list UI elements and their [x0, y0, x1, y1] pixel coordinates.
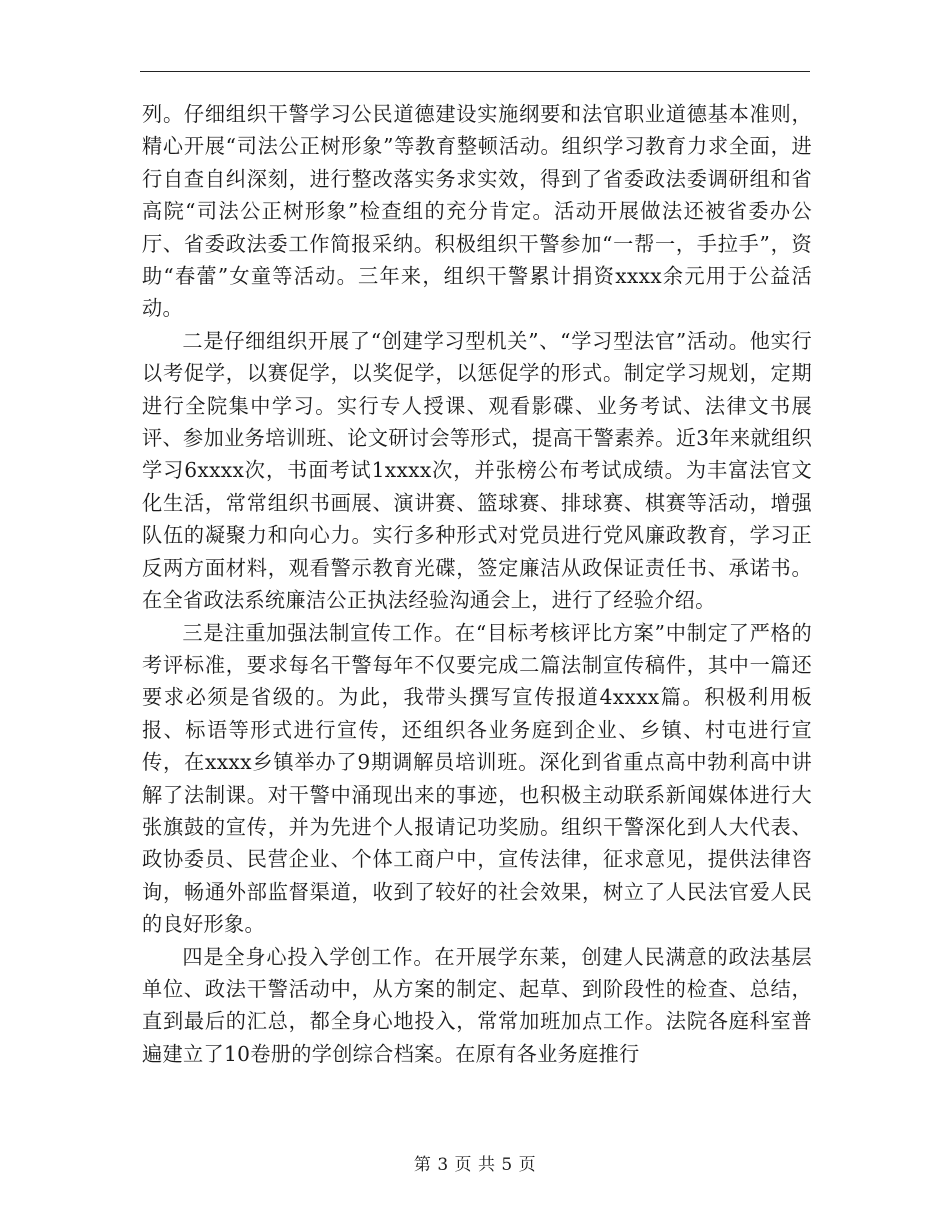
- page-number-footer: 第 3 页 共 5 页: [413, 1155, 537, 1175]
- paragraph-continuation: 列。仔细组织干警学习公民道德建设实施纲要和法官职业道德基本准则，精心开展“司法公正树形象”等教育整顿活动。组织学习教育力求全面，进行自查自纠深刻，进行整改落实务求实效，得到了省委政法委调研组和省高院“司法公正树形象”检查组的充分肯定。活动开展做法还被省委办公厅、省委政法委工作简报采纳。积极组织干警参加“一帮一，手拉手”，资助“春蕾”女童等活动。三年来，组织干警累计捐资xxxx余元用于公益活动。: [142, 102, 812, 321]
- paragraph-point-three: 三是注重加强法制宣传工作。在“目标考核评比方案”中制定了严格的考评标准，要求每名干警每年不仅要完成二篇法制宣传稿件，其中一篇还要求必须是省级的。为此，我带头撰写宣传报道4xxxx篇。积极利用板报、标语等形式进行宣传，还组织各业务庭到企业、乡镇、村屯进行宣传，在xxxx乡镇举办了9期调解员培训班。深化到省重点高中勃利高中讲解了法制课。对干警中涌现出来的事迹，也积极主动联系新闻媒体进行大张旗鼓的宣传，并为先进个人报请记功奖励。组织干警深化到人大代表、政协委员、民营企业、个体工商户中，宣传法律，征求意见，提供法律咨询，畅通外部监督渠道，收到了较好的社会效果，树立了人民法官爱人民的良好形象。: [142, 620, 812, 937]
- header-rule: [140, 71, 810, 72]
- document-body: [142, 98, 812, 1070]
- paragraph-point-four: 四是全身心投入学创工作。在开展学东莱，创建人民满意的政法基层单位、政法干警活动中，从方案的制定、起草、到阶段性的检查、总结，直到最后的汇总，都全身心地投入，常常加班加点工作。法院各庭科室普遍建立了10卷册的学创综合档案。在原有各业务庭推行: [142, 944, 812, 1066]
- paragraph-point-two: 二是仔细组织开展了“创建学习型机关”、“学习型法官”活动。他实行以考促学，以赛促学，以奖促学，以惩促学的形式。制定学习规划，定期进行全院集中学习。实行专人授课、观看影碟、业务考试、法律文书展评、参加业务培训班、论文研讨会等形式，提高干警素养。近3年来就组织学习6xxxx次，书面考试1xxxx次，并张榜公布考试成绩。为丰富法官文化生活，常常组织书画展、演讲赛、篮球赛、排球赛、棋赛等活动，增强队伍的凝聚力和向心力。实行多种形式对党员进行党风廉政教育，学习正反两方面材料，观看警示教育光碟，签定廉洁从政保证责任书、承诺书。在全省政法系统廉洁公正执法经验沟通会上，进行了经验介绍。: [142, 328, 812, 613]
